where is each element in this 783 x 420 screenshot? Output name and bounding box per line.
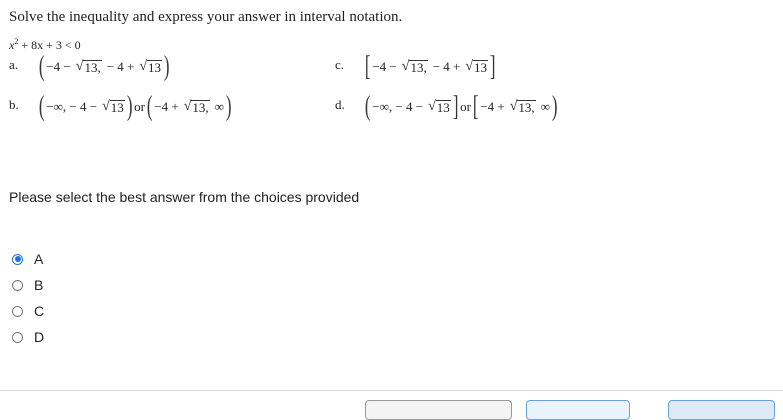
option-b-letter: b. — [9, 97, 19, 112]
footer-divider — [0, 390, 783, 391]
sqrt-symbol: √ 13 — [139, 59, 162, 75]
inequality: $x^2 + 8x + 3 < 0$ — [9, 37, 81, 52]
question-text: Solve the inequality and express your answer in interval notation. — [9, 9, 403, 25]
choice-b-label: B — [34, 277, 44, 293]
choice-d-label: D — [34, 329, 45, 345]
choice-c-label: C — [34, 303, 45, 319]
choice-c[interactable] — [12, 298, 44, 324]
choice-a-label: A — [34, 251, 44, 267]
footer-button-1[interactable] — [365, 400, 512, 420]
sqrt-symbol: √ 13, — [183, 99, 209, 115]
radio-button-b[interactable] — [12, 280, 23, 291]
option-a-letter: a. — [9, 57, 19, 72]
sqrt-symbol: √ 13 — [102, 99, 124, 115]
sqrt-symbol: √ 13, — [509, 99, 535, 115]
option-d-expression: ( −∞, − 4 − √ 13 ] or [ −4 + √ 13, ∞ ) — [364, 91, 558, 122]
radio-button-a[interactable] — [12, 254, 23, 265]
option-d-letter: d. — [335, 97, 345, 112]
footer-button-2[interactable] — [526, 400, 630, 420]
radio-button-d[interactable] — [12, 332, 23, 343]
sqrt-symbol: √ 13, — [75, 59, 101, 75]
footer-button-3[interactable] — [668, 400, 775, 420]
option-a-expression: ( −4 − √ 13, − 4 + √ 13 ) — [38, 51, 170, 82]
sqrt-symbol: √ 13, — [401, 59, 427, 75]
option-c-letter: c. — [335, 57, 345, 72]
radio-button-c[interactable] — [12, 306, 23, 317]
choice-b[interactable] — [12, 272, 44, 298]
answer-choices — [12, 246, 44, 350]
choice-a[interactable] — [12, 246, 44, 272]
sqrt-symbol: √ 13 — [465, 59, 488, 75]
choice-d[interactable] — [12, 324, 44, 350]
option-c-expression: [ −4 − √ 13, − 4 + √ 13 ] — [364, 51, 496, 82]
sqrt-symbol: √ 13 — [428, 99, 450, 115]
option-b-expression: ( −∞, − 4 − √ 13 ) or ( −4 + √ 13, ∞ ) — [38, 91, 232, 122]
prompt-text: Please select the best answer from the choices provided — [9, 189, 360, 205]
